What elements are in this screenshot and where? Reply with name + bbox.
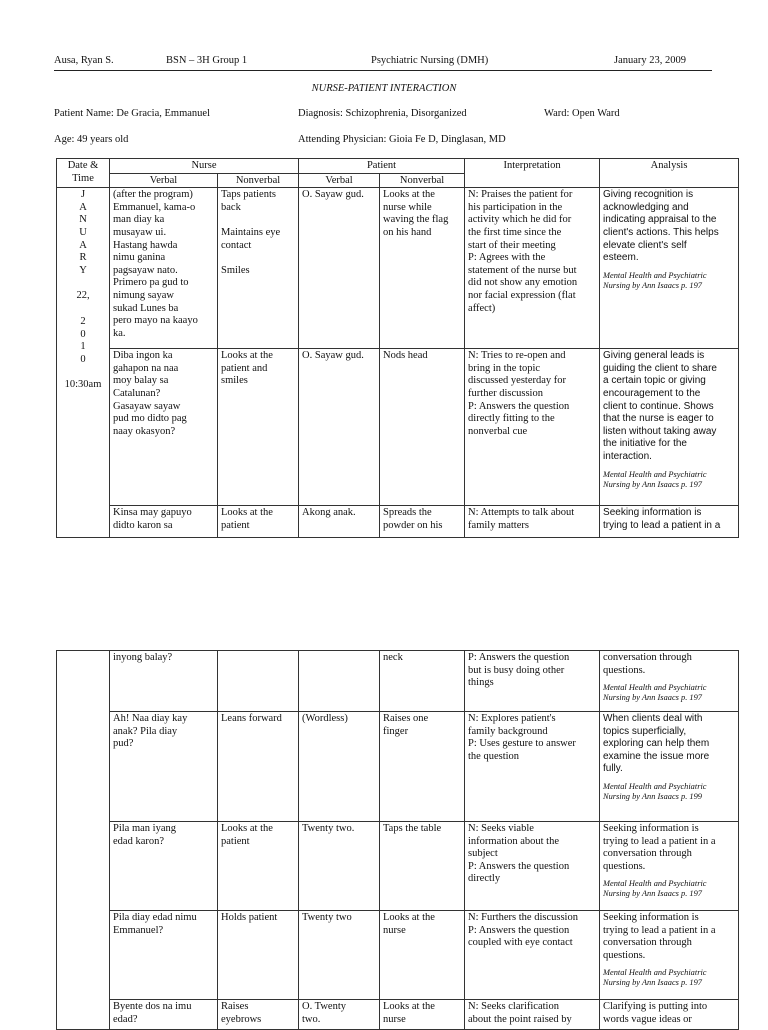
nurse-verbal-cell: Kinsa may gapuyo didto karon sa <box>110 506 218 538</box>
patient-header: Patient <box>299 159 465 174</box>
reference: Mental Health and Psychiatric Nursing by Ann Isaacs p. 197 <box>603 270 707 290</box>
nurse-nonverbal-cell <box>218 651 299 712</box>
analysis-cell: Giving recognition is acknowledging and indicating appraisal to the client's actions. This helps elevate client's self esteem. Mental Health and Psychiatric Nursing by Ann Isaacs p. 197 <box>600 188 739 349</box>
patient-nonverbal-cell: neck <box>380 651 465 712</box>
nurse-nonverbal-cell: Looks at the patient <box>218 822 299 911</box>
analysis-cell: Seeking information is trying to lead a patient in a conversation through questions. Mental Health and Psychiatric Nursing by Ann Isaacs p. 197 <box>600 822 739 911</box>
patient-nonverbal-cell: Taps the table <box>380 822 465 911</box>
nurse-verbal-cell: Ah! Naa diay kay anak? Pila diay pud? <box>110 712 218 822</box>
analysis-cell: Seeking information is trying to lead a patient in a <box>600 506 739 538</box>
nurse-nonverbal-header: Nonverbal <box>218 173 299 188</box>
date-month: J A N U A R Y <box>79 189 87 276</box>
attending-physician: Attending Physician: Gioia Fe D, Dinglasan, MD <box>298 134 506 145</box>
interpretation-cell: N: Furthers the discussion P: Answers the question coupled with eye contact <box>465 911 600 1000</box>
nurse-nonverbal-cell: Looks at the patient <box>218 506 299 538</box>
table-row <box>57 822 739 911</box>
patient-verbal-cell: Twenty two. <box>299 822 380 911</box>
analysis-cell: Seeking information is trying to lead a patient in a conversation through questions. Mental Health and Psychiatric Nursing by Ann Isaacs p. 197 <box>600 911 739 1000</box>
page-title: NURSE-PATIENT INTERACTION <box>311 83 457 94</box>
nurse-nonverbal-cell: Holds patient <box>218 911 299 1000</box>
analysis-cell: conversation through questions. Mental Health and Psychiatric Nursing by Ann Isaacs p. 197 <box>600 651 739 712</box>
nurse-verbal-cell: Diba ingon ka gahapon na naa moy balay sa Catalunan? Gasayaw sayaw pud mo didto pag naay okasyon? <box>110 349 218 506</box>
nurse-verbal-cell: Pila diay edad nimu Emmanuel? <box>110 911 218 1000</box>
patient-nonverbal-cell: Looks at the nurse <box>380 911 465 1000</box>
patient-verbal-header: Verbal <box>299 173 380 188</box>
interpretation-cell: N: Tries to re-open and bring in the topic discussed yesterday for further discussion P: Answers the question directly fitting to the nonverbal cue <box>465 349 600 506</box>
table-row <box>57 1000 739 1030</box>
nurse-verbal-header: Verbal <box>110 173 218 188</box>
analysis-header: Analysis <box>600 159 739 188</box>
interaction-table-1 <box>56 158 739 538</box>
interpretation-cell: N: Explores patient's family background P: Uses gesture to answer the question <box>465 712 600 822</box>
patient-nonverbal-cell: Nods head <box>380 349 465 506</box>
datetime-header: Date & Time <box>57 159 110 188</box>
ward: Ward: Open Ward <box>544 108 620 119</box>
patient-verbal-cell: O. Twenty two. <box>299 1000 380 1030</box>
nurse-nonverbal-cell: Looks at the patient and smiles <box>218 349 299 506</box>
table-row <box>57 506 739 538</box>
reference: Mental Health and Psychiatric Nursing by Ann Isaacs p. 197 <box>603 469 707 489</box>
nurse-header: Nurse <box>110 159 299 174</box>
date-time: 10:30am <box>64 379 102 391</box>
table-row <box>57 349 739 506</box>
table-row <box>57 188 739 349</box>
interpretation-cell: N: Seeks clarification about the point raised by <box>465 1000 600 1030</box>
patient-verbal-cell: Akong anak. <box>299 506 380 538</box>
interpretation-header: Interpretation <box>465 159 600 188</box>
table-row <box>57 911 739 1000</box>
nurse-nonverbal-cell: Raises eyebrows <box>218 1000 299 1030</box>
analysis-cell: Clarifying is putting into words vague ideas or <box>600 1000 739 1030</box>
patient-verbal-cell: O. Sayaw gud. <box>299 188 380 349</box>
patient-nonverbal-cell: Raises one finger <box>380 712 465 822</box>
date-day: 22, <box>76 290 90 302</box>
diagnosis: Diagnosis: Schizophrenia, Disorganized <box>298 108 467 119</box>
interpretation-cell: N: Praises the patient for his participation in the activity which he did for the first time since the start of their meeting P: Agrees with the statement of the nurse but did not show any emotion nor facial expression (flat affect) <box>465 188 600 349</box>
reference: Mental Health and Psychiatric Nursing by Ann Isaacs p. 197 <box>603 879 707 899</box>
table-row <box>57 712 739 822</box>
patient-nonverbal-header: Nonverbal <box>380 173 465 188</box>
nurse-verbal-cell: Byente dos na imu edad? <box>110 1000 218 1030</box>
class-group: BSN – 3H Group 1 <box>166 55 248 66</box>
interpretation-cell: P: Answers the question but is busy doing other things <box>465 651 600 712</box>
interaction-table-2 <box>56 650 739 1030</box>
reference: Mental Health and Psychiatric Nursing by Ann Isaacs p. 199 <box>603 781 707 801</box>
patient-nonverbal-cell: Spreads the powder on his <box>380 506 465 538</box>
patient-name: Patient Name: De Gracia, Emmanuel <box>54 108 210 119</box>
nurse-verbal-cell: (after the program) Emmanuel, kama-o man diay ka musayaw ui. Hastang hawda nimu ganina pagsayaw nato. Primero pa gud to nimung sayaw sukad Lunes ba pero mayo na kaayo ka. <box>110 188 218 349</box>
patient-age: Age: 49 years old <box>54 134 129 145</box>
analysis-cell: Giving general leads is guiding the client to share a certain topic or giving encouragement to the client to continue. Shows that the nurse is eager to listen without taking away the initiative for the interaction. Mental Health and Psychiatric Nursing by Ann Isaacs p. 197 <box>600 349 739 506</box>
nurse-nonverbal-cell: Leans forward <box>218 712 299 822</box>
patient-verbal-cell <box>299 651 380 712</box>
date-time-cell <box>57 651 110 1030</box>
patient-verbal-cell: O. Sayaw gud. <box>299 349 380 506</box>
table-row <box>57 651 739 712</box>
document-date: January 23, 2009 <box>614 55 687 66</box>
interpretation-cell: N: Seeks viable information about the subject P: Answers the question directly <box>465 822 600 911</box>
patient-nonverbal-cell: Looks at the nurse <box>380 1000 465 1030</box>
nurse-nonverbal-cell: Taps patients back Maintains eye contact Smiles <box>218 188 299 349</box>
header-divider <box>54 70 712 71</box>
reference: Mental Health and Psychiatric Nursing by Ann Isaacs p. 197 <box>603 968 707 988</box>
interpretation-cell: N: Attempts to talk about family matters <box>465 506 600 538</box>
date-time-cell <box>57 188 110 538</box>
nurse-verbal-cell: inyong balay? <box>110 651 218 712</box>
nurse-verbal-cell: Pila man iyang edad karon? <box>110 822 218 911</box>
patient-nonverbal-cell: Looks at the nurse while waving the flag on his hand <box>380 188 465 349</box>
date-year: 2 0 1 0 <box>80 315 86 365</box>
patient-verbal-cell: (Wordless) <box>299 712 380 822</box>
course-name: Psychiatric Nursing (DMH) <box>371 55 489 66</box>
patient-verbal-cell: Twenty two <box>299 911 380 1000</box>
reference: Mental Health and Psychiatric Nursing by Ann Isaacs p. 197 <box>603 683 707 703</box>
analysis-cell: When clients deal with topics superficially, exploring can help them examine the issue more fully. Mental Health and Psychiatric Nursing by Ann Isaacs p. 199 <box>600 712 739 822</box>
student-name: Ausa, Ryan S. <box>54 55 114 66</box>
